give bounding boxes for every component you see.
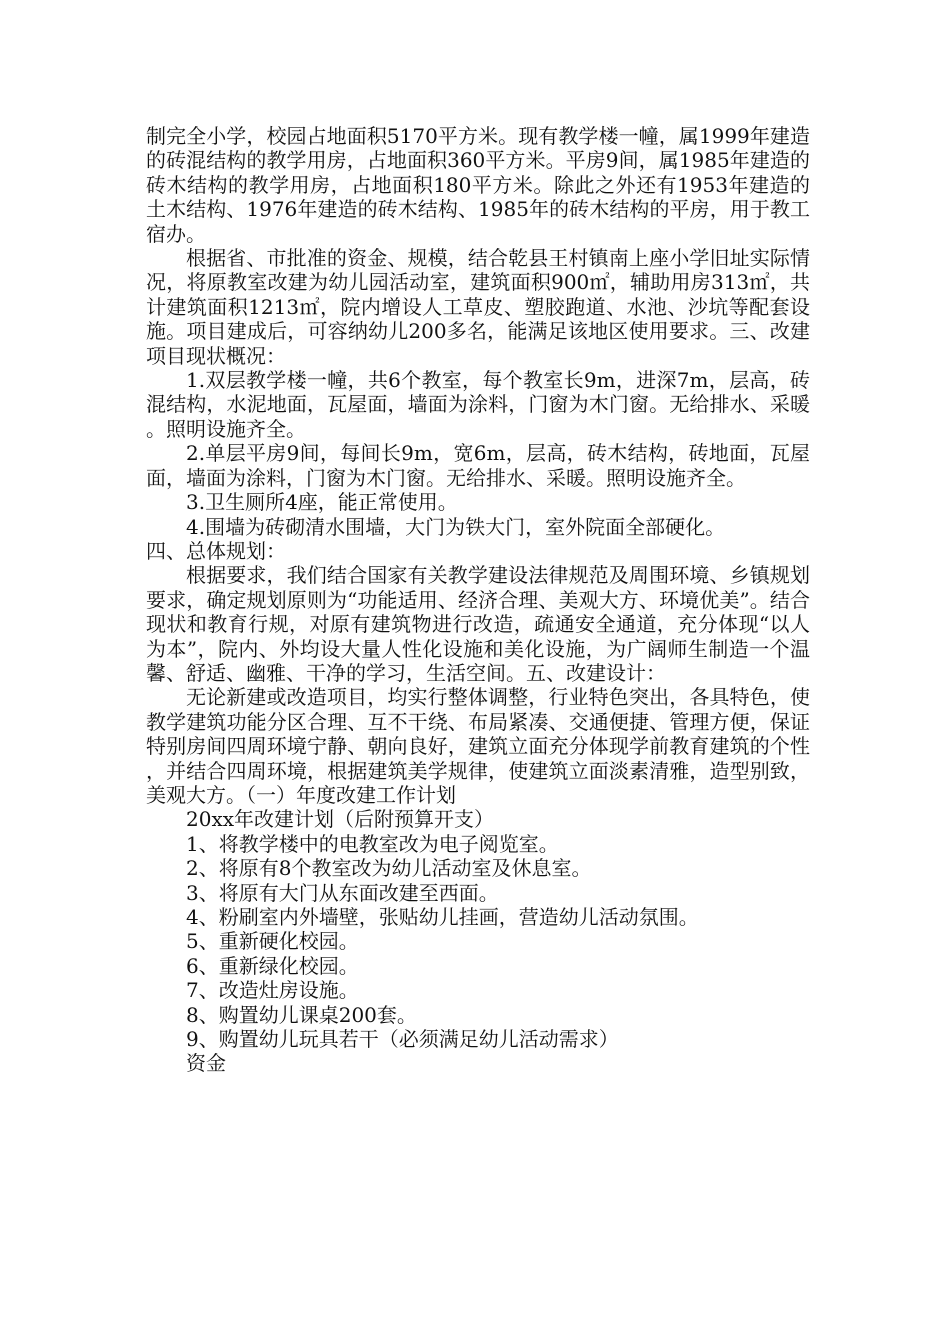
plan-item-5: 5、重新硬化校园。 — [186, 929, 359, 954]
paragraph-funding: 资金 — [186, 1051, 226, 1076]
paragraph-planning-principles: 根据要求，我们结合国家有关教学建设法律规范及周围环境、乡镇规划要求，确定规划原则为“功能适用、经济合理、美观大方、环境优美”。结合现状和教育行规，对原有建筑物进行改造，疏通安全通道，充分体现“以人为本”，院内、外均设大量人性化设施和美化设施，为广阔师生制造一个温馨、舒适、幽雅、干净的学习，生活空间。五、改建设计： — [146, 563, 810, 685]
paragraph-status-item-2: 2.单层平房9间，每间长9m，宽6m，层高，砖木结构，砖地面，瓦屋面，墙面为涂料，门窗为木门窗。无给排水、采暖。照明设施齐全。 — [146, 441, 810, 490]
paragraph-status-item-3: 3.卫生厕所4座，能正常使用。 — [186, 490, 458, 515]
plan-item-2: 2、将原有8个教室改为幼儿活动室及休息室。 — [186, 856, 592, 881]
paragraph-school-overview: 制完全小学，校园占地面积5170平方米。现有教学楼一幢，属1999年建造的砖混结构的教学用房，占地面积360平方米。平房9间，属1985年建造的砖木结构的教学用房，占地面积180平方米。除此之外还有1953年建造的土木结构、1976年建造的砖木结构、1985年的砖木结构的平房，用于教工宿办。 — [146, 124, 810, 246]
document-body — [146, 124, 810, 1076]
paragraph-design: 无论新建或改造项目，均实行整体调整，行业特色突出，各具特色，使教学建筑功能分区合理、互不干绕、布局紧凑、交通便捷、管理方便，保证特别房间四周环境宁静、朝向良好，建筑立面充分体现学前教育建筑的个性，并结合四周环境，根据建筑美学规律，使建筑立面淡素清雅，造型别致，美观大方。（一）年度改建工作计划 — [146, 685, 810, 807]
paragraph-project-scope: 根据省、市批准的资金、规模，结合乾县王村镇南上座小学旧址实际情况，将原教室改建为幼儿园活动室，建筑面积900㎡，辅助用房313㎡，共计建筑面积1213㎡，院内增设人工草皮、塑胶跑道、水池、沙坑等配套设施。项目建成后，可容纳幼儿200多名，能满足该地区使用要求。三、改建项目现状概况： — [146, 246, 810, 368]
plan-item-9: 9、购置幼儿玩具若干（必须满足幼儿活动需求） — [186, 1027, 619, 1052]
plan-item-6: 6、重新绿化校园。 — [186, 953, 359, 978]
plan-item-4: 4、粉刷室内外墙壁，张贴幼儿挂画，营造幼儿活动氛围。 — [186, 905, 699, 929]
paragraph-status-item-4: 4.围墙为砖砌清水围墙，大门为铁大门，室外院面全部硬化。 — [186, 514, 726, 539]
paragraph-plan-title: 20xx年改建计划（后附预算开支） — [186, 807, 495, 832]
plan-item-1: 1、将教学楼中的电教室改为电子阅览室。 — [186, 831, 559, 856]
plan-item-8: 8、购置幼儿课桌200套。 — [186, 1002, 417, 1027]
paragraph-status-item-1: 1.双层教学楼一幢，共6个教室，每个教室长9m，进深7m，层高，砖混结构，水泥地面，瓦屋面，墙面为涂料，门窗为木门窗。无给排水、采暖。照明设施齐全。 — [146, 368, 810, 441]
plan-item-3: 3、将原有大门从东面改建至西面。 — [186, 880, 499, 905]
section-heading-overall-plan: 四、总体规划： — [146, 538, 286, 563]
plan-item-7: 7、改造灶房设施。 — [186, 978, 359, 1003]
